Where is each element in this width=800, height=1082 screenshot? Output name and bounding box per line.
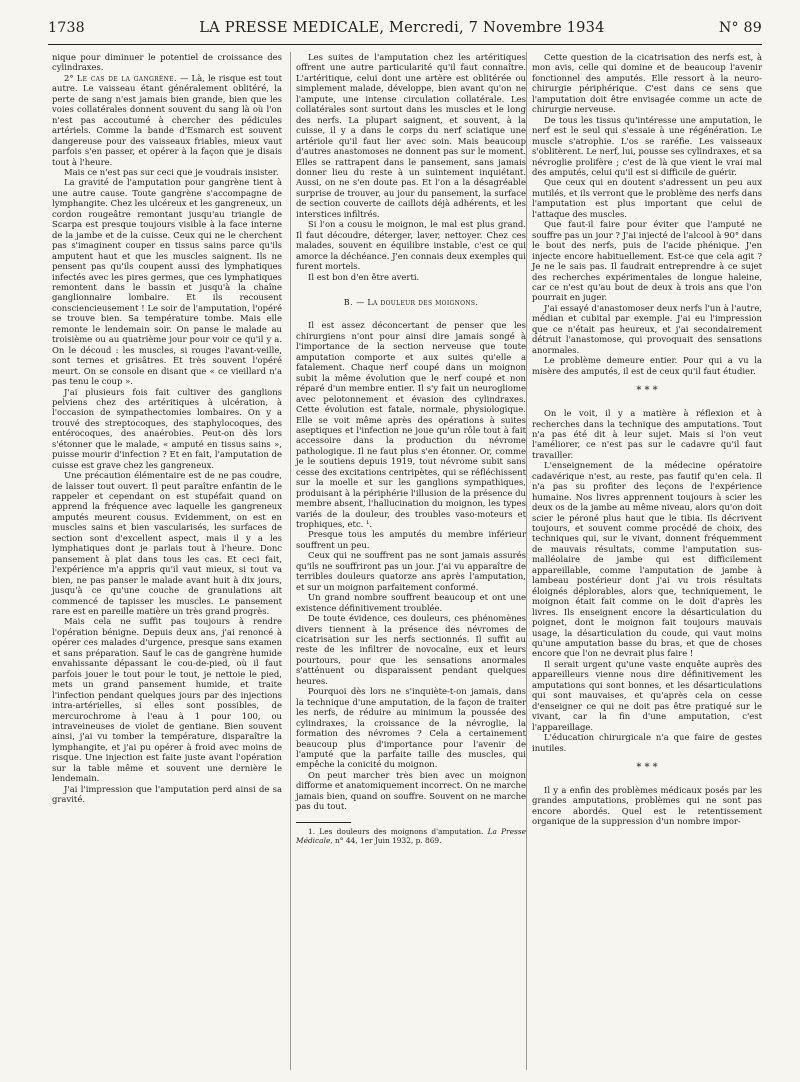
section-subheading — [296, 298, 526, 308]
column-3 — [532, 52, 762, 827]
paragraph — [52, 73, 282, 167]
paragraph: La gravité de l'amputation pour gangrène tient à une autre cause. Toute gangrène s'accompagne de lymphangite. Chez les ulcéreux et les gangreneux, un cordon rougeâtre remontant jusqu'au triangle de Scarpa est presque toujours visible à la face interne de la jambe et de la cuisse. Ceux qui ne le cherchent pas s'imaginent couper en tissus sains parce qu'ils amputent haut et que les muscles saignent. Ils ne pensent pas qu'ils coupent aussi des lymphatiques infectés avec les pires germes, que ces lymphatiques remontent dans le bassin et jusqu'à la chaîne ganglionnaire lombaire. Et ils recousent consciencieusement ! Le soir de l'amputation, l'opéré se trouve bien. Sa température tombe. Mais elle remonte le lendemain soir. On panse le malade au troisième ou au quatrième jour pour voir ce qu'il y a. On le découd : les muscles, si rouges l'avant-veille, sont ternes et grisâtres. Et très souvent l'opéré meurt. On se console en disant que « ce vieillard n'a pas tenu le coup ». — [52, 177, 282, 387]
paragraph: De tous les tissus qu'intéresse une amputation, le nerf est le seul qui s'essaie à une régénération. Le muscle s'atrophie. L'os se raréfie. Les vaisseaux s'oblitèrent. Le nerf, lui, pousse ses cylindraxes, et sa névroglie prolifère ; c'est de là que vient le vrai mal des amputés, celui qu'il est si difficile de guérir. — [532, 114, 762, 177]
paragraph: Le problème demeure entier. Pour qui a vu la misère des amputés, il est de ceux qu'il faut étudier. — [532, 355, 762, 376]
section-number: 2° — [64, 72, 74, 83]
footnote — [296, 827, 526, 845]
column-divider — [526, 52, 527, 1070]
paragraph: Un grand nombre souffrent beaucoup et ont une existence définitivement troublée. — [296, 592, 526, 613]
paragraph: De toute évidence, ces douleurs, ces phénomènes divers tiennent à la présence des névromes de cicatrisation sur les nerfs sectionnés. Il suffit au reste de les infiltrer de novocaïne, eux et leurs pourtours, pour que les sensations anormales s'atténuent ou disparaissent pendant quelques heures. — [296, 613, 526, 686]
paragraph: Il est assez déconcertant de penser que les chirurgiens n'ont pour ainsi dire jamais songé à l'importance de la section nerveuse que toute amputation comporte et aux suites qu'elle a fatalement. Chaque nerf coupé dans un moignon subit la même évolution que le nerf coupé et non réparé d'un membre entier. Il s'y fait un neurogliome avec pelotonnement et évasion des cylindraxes. Cette évolution est fatale, normale, physiologique. Elle se voit même après des opérations à suites aseptiques et l'infection ne joue qu'un rôle tout à fait accessoire dans la production du névrome pathologique. Il ne faut plus s'en étonner. Or, comme je le soutiens depuis 1919, tout névrome subit sans cesse des excitations centripètes, qui se réfléchissent sur la moelle et sur les ganglions sympathiques, produisant à la périphérie l'illusion de la présence du membre absent, l'hallucination du moignon, les types variés de la douleur, des troubles vaso-moteurs et trophiques, etc. ¹. — [296, 320, 526, 530]
footnote-rule — [296, 822, 351, 823]
journal-name: LA PRESSE MEDICALE, — [199, 19, 385, 36]
footnote-text: 1. Les douleurs des moignons d'amputation. — [308, 826, 484, 836]
column-divider — [290, 52, 291, 1070]
section-heading: Le cas de la gangrène. — [76, 72, 177, 83]
page-header — [48, 19, 762, 41]
paragraph: Mais cela ne suffit pas toujours à rendre l'opération bénigne. Depuis deux ans, j'ai renoncé à opérer ces malades d'urgence, presque sans examen et sans préparation. Sauf le cas de gangrène humide envahissante dépassant le cou-de-pied, où il faut parfois jouer le tout pour le tout, je nettoie le pied, mets un grand pansement humide, et traite l'infection pendant quelques jours par des injections intra-artérielles, si elles sont possibles, de mercurochrome à l'eau à 1 pour 100, ou intraveineuses de violet de gentiane. Bien souvent ainsi, j'ai vu tomber la température, disparaître la lymphangite, et j'ai pu opérer à froid avec moins de risque. Une injection est faite juste avant l'opération sur la table même et souvent une dernière le lendemain. — [52, 616, 282, 784]
footnote-journal: La Presse Médicale, — [296, 826, 526, 845]
paragraph: L'éducation chirurgicale n'a que faire de gestes inutiles. — [532, 732, 762, 753]
paragraph: Il est bon d'en être averti. — [308, 271, 420, 282]
paragraph: Les suites de l'amputation chez les artéritiques offrent une autre particularité qu'il faut connaître. L'artéritique, celui dont une artère est oblitérée ou simplement malade, développe, bien avant qu'on ne l'ampute, une intense circulation collatérale. Les collatérales sont surtout dans les muscles et le long des nerfs. La plupart saignent, et souvent, à la cuisse, il y a dans le corps du nerf sciatique une artériole qu'il faut lier avec soin. Mais beaucoup d'autres anastomoses ne donnent pas sur le moment. Elles se rattrapent dans le pansement, sans jamais donner lieu du reste à un suintement inquiétant. Aussi, on ne s'en doute pas. Et l'on a la désagréable surprise de trouver, au jour du pansement, la surface de section couverte de caillots déjà adhérents, et les interstices infiltrés. — [296, 52, 526, 219]
subheading-letter: B. — [343, 297, 354, 307]
section-separator-stars: * * * — [636, 762, 658, 773]
column-1 — [52, 52, 282, 805]
journal-title-line — [199, 19, 604, 36]
subheading-text: — La douleur des moignons. — [356, 297, 479, 307]
paragraph: Cette question de la cicatrisation des nerfs est, à mon avis, celle qui domine et de beaucoup l'avenir fonctionnel des amputés. Elle ressort à la neuro-chirurgie périphérique. C'est dans ce sens que l'amputation doit être envisagée comme un acte de chirurgie nerveuse. — [532, 52, 762, 115]
paragraph: Ceux qui ne souffrent pas ne sont jamais assurés qu'ils ne souffriront pas un jour. J'ai vu apparaître de terribles douleurs quatorze ans après l'amputation, et sur un moignon parfaitement conformé. — [296, 550, 526, 592]
paragraph: Si l'on a cousu le moignon, le mal est plus grand. Il faut découdre, déterger, laver, nettoyer. Chez ces malades, souvent en équilibre instable, c'est ce qui amorce la déchéance. J'en connais deux exemples qui furent mortels. — [296, 219, 526, 272]
paragraph: J'ai essayé d'anastomoser deux nerfs l'un à l'autre, médian et cubital par exemple. J'ai eu l'impression que ce n'était pas heureux, et j'ai secondairement détruit l'anastomose, qui provoquait des sensations anormales. — [532, 302, 762, 355]
footnote-reference: n° 44, 1er Juin 1932, p. 869. — [335, 835, 442, 845]
column-2 — [296, 52, 526, 845]
header-rule — [48, 44, 762, 45]
paragraph: Il y a enfin des problèmes médicaux posés par les grandes amputations, problèmes qui ne sont pas encore abordés. Quel est le retentissement organique de la suppression d'un nombre impor- — [532, 785, 762, 827]
paragraph: Que ceux qui en doutent s'adressent un peu aux mutilés, et ils verront que le problème des nerfs dans l'amputation est plus important que celui de l'attaque des muscles. — [532, 177, 762, 219]
paragraph: Une précaution élémentaire est de ne pas coudre, de laisser tout ouvert. Il peut paraître enfantin de le rappeler et cependant on est stupéfait quand on apprend la fréquence avec laquelle les gangreneux amputés meurent cousus. Evidemment, on est en muscles sains et bien vascularisés, les surfaces de section sont d'excellent aspect, mais il y a les lymphatiques dont je parlais tout à l'heure. Donc pansement à plat dans tous les cas. Et ceci fait, l'expérience m'a appris qu'il vaut mieux, si tout va bien, ne pas panser le malade avant huit à dix jours, jusqu'à ce qu'une couche de granulations ait commencé de tapisser les muscles. Le pansement rare est en pareille matière un très grand progrès. — [52, 470, 282, 617]
page-number: 1738 — [48, 20, 85, 36]
paragraph: Mais ce n'est pas sur ceci que je voudrais insister. — [64, 166, 279, 177]
paragraph: nique pour diminuer le potentiel de croissance des cylindraxes. — [52, 52, 282, 73]
paragraph: J'ai plusieurs fois fait cultiver des ganglions pelviens chez des artéritiques à ulcération, à l'occasion de sympathectomies lombaires. On y a trouvé des streptocoques, des staphylocoques, des entérocoques, des anaérobies. Peut-on dès lors s'étonner que le malade, « amputé en tissus sains », puisse mourir d'infection ? Et en fait, l'amputation de cuisse est grave chez les gangreneux. — [52, 386, 282, 470]
paragraph: Il serait urgent qu'une vaste enquête auprès des appareilleurs vienne nous dire définitivement les amputations qui sont bonnes, et les désarticulations qui sont mauvaises, et qu'après cela on cesse d'enseigner ce qui ne doit pas être pratiqué sur le vivant, car la fin d'une amputation, c'est l'appareillage. — [532, 658, 762, 732]
paragraph: On peut marcher très bien avec un moignon difforme et anatomiquement incorrect. On ne marche jamais bien, quand on souffre. Souvent on ne marche pas du tout. — [296, 769, 526, 812]
paragraph: Presque tous les amputés du membre inférieur souffrent un peu. — [296, 529, 526, 550]
issue-number: N° 89 — [718, 20, 762, 36]
paragraph: On le voit, il y a matière à réflexion et à recherches dans la technique des amputations. Tout n'a pas été dit à leur sujet. Mais si l'on veut l'améliorer, ce n'est pas sur le cadavre qu'il faut travailler. — [532, 408, 762, 460]
paragraph: J'ai l'impression que l'amputation perd ainsi de sa gravité. — [52, 783, 282, 805]
paragraph-text: — Là, le risque est tout autre. Le vaisseau étant généralement oblitéré, la perte de sang n'est jamais bien grande, bien que les voies collatérales donnent souvent du sang là où l'on n'est pas accoutumé à chercher des pédicules artériels. Comme la bande d'Esmarch est souvent dangereuse pour des vaisseaux friables, mieux vaut parfois s'en passer, et opérer à la façon que je disais tout à l'heure. — [52, 72, 282, 167]
paragraph: Pourquoi dès lors ne s'inquiète-t-on jamais, dans la technique d'une amputation, de la façon de traiter les nerfs, de réduire au minimum la poussée des cylindraxes, la croissance de la névroglie, la formation des névromes ? Cela a certainement beaucoup plus d'importance pour l'avenir de l'amputé que la parfaite taille des muscles, qui empêche la conicité du moignon. — [296, 686, 526, 770]
paragraph: Que faut-il faire pour éviter que l'amputé ne souffre pas un jour ? J'ai injecté de l'alcool à 90° dans le bout des nerfs, puis de l'acide phénique. J'en injecte encore habituellement. Est-ce que cela agit ? Je ne le sais pas. Il faudrait entreprendre à ce sujet des recherches expérimentales de longue haleine, car ce n'est qu'au bout de deux à trois ans que l'on pourrait en juger. — [532, 219, 762, 303]
section-separator-stars: * * * — [636, 385, 658, 397]
paragraph: L'enseignement de la médecine opératoire cadavérique n'est, au reste, pas fautif qu'en cela. Il n'a pas su profiter des leçons de l'expérience humaine. Nos livres apprennent toujours à scier les deux os de la jambe au même niveau, alors qu'on doit scier le péroné plus haut que le tibia. Ils décrivent toujours, et souvent comme procédé de choix, des techniques qui, sur le vivant, donnent fréquemment de mauvais résultats, comme l'amputation sus-malléolaire de jambe qui est difficilement appareillable, comme l'amputation de jambe à lambeau postérieur dont j'ai vu trois résultats éloignés déplorables, alors que, techniquement, le moignon était fait comme on le doit d'après les livres. Ils enseignent encore la désarticulation du poignet, dont le moignon fait toujours mauvais usage, la désarticulation du coude, qui vaut moins qu'une amputation basse du bras, et que de choses encore que l'on ne devrait plus faire ! — [532, 460, 762, 659]
issue-date: Mercredi, 7 Novembre 1934 — [389, 19, 605, 36]
